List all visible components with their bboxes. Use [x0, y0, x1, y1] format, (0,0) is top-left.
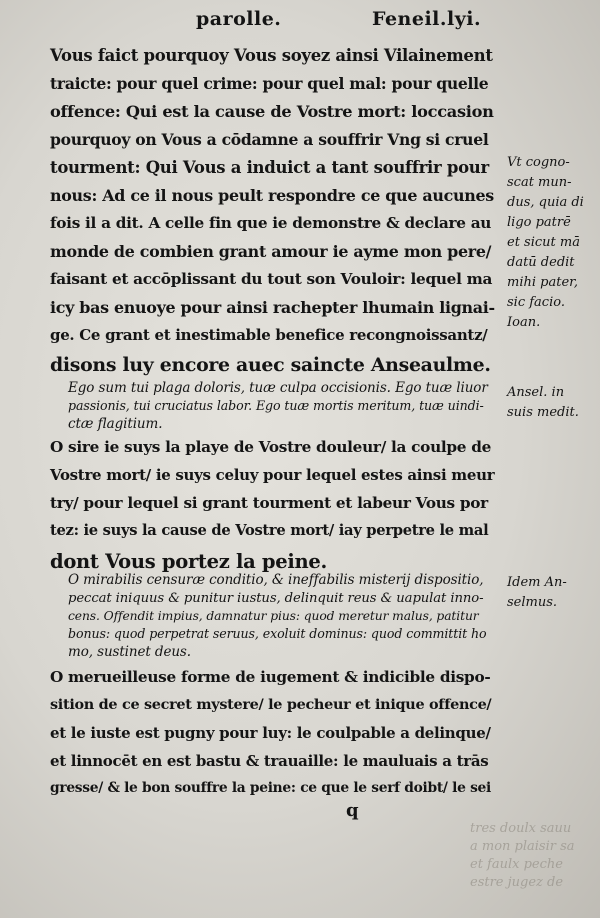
margin-note: sic facio.: [507, 295, 565, 310]
text-line: ge. Ce grant et inestimable benefice recongnoissantz/: [50, 326, 488, 344]
margin-note: datū dedit: [507, 255, 575, 270]
text-line: tourment: Qui Vous a induict a tant souffrir pour: [50, 158, 489, 177]
text-line: disons luy encore auec saincte Anseaulme.: [50, 354, 491, 376]
margin-note: Idem An-: [507, 575, 567, 590]
margin-note: ligo patrē: [507, 215, 571, 230]
text-line: nous: Ad ce il nous peult respondre ce que aucunes: [50, 186, 494, 205]
text-line: traicte: pour quel crime: pour quel mal: pour quelle: [50, 74, 489, 93]
running-head: parolle.: [196, 8, 282, 30]
bleed-through-text: et faulx peche: [470, 857, 563, 872]
text-line: pourquoy on Vous a cōdamne a souffrir Vng si cruel: [50, 130, 489, 149]
text-line: try/ pour lequel si grant tourment et labeur Vous por: [50, 494, 488, 512]
text-line: O merueilleuse forme de iugement & indicible dispo-: [50, 668, 491, 686]
text-line: icy bas enuoye pour ainsi rachepter lhumain lignai-: [50, 298, 495, 317]
text-line: sition de ce secret mystere/ le pecheur et inique offence/: [50, 696, 492, 713]
margin-note: Vt cogno-: [507, 155, 570, 170]
margin-note: Ansel. in: [507, 385, 565, 400]
text-line: fois il a dit. A celle fin que ie demonstre & declare au: [50, 214, 492, 232]
latin-quote-line: bonus: quod perpetrat seruus, exoluit dominus: quod committit ho: [68, 626, 487, 641]
text-line: dont Vous portez la peine.: [50, 550, 327, 573]
text-line: Vostre mort/ ie suys celuy pour lequel estes ainsi meur: [50, 466, 495, 484]
latin-quote-line: peccat iniquus & punitur iustus, delinquit reus & uapulat inno-: [68, 591, 484, 606]
text-line: monde de combien grant amour ie ayme mon pere/: [50, 242, 492, 261]
text-line: faisant et accōplissant du tout son Vouloir: lequel ma: [50, 270, 493, 288]
text-line: offence: Qui est la cause de Vostre mort: loccasion: [50, 102, 494, 121]
text-line: O sire ie suys la playe de Vostre douleur/ la coulpe de: [50, 438, 492, 456]
latin-quote-line: cens. Offendit impius, damnatur pius: quod meretur malus, patitur: [68, 609, 479, 623]
margin-note: mihi pater,: [507, 275, 579, 290]
text-line: et linnocēt en est bastu & trauaille: le mauluais a trās: [50, 752, 489, 770]
folio-number: Feneil.lyi.: [372, 8, 482, 30]
latin-quote-line: mo, sustinet deus.: [68, 644, 191, 660]
signature-mark: q: [346, 800, 359, 821]
latin-quote-line: Ego sum tui plaga doloris, tuæ culpa occisionis. Ego tuæ liuor: [68, 380, 488, 396]
margin-note: selmus.: [507, 595, 558, 610]
latin-quote-line: O mirabilis censuræ conditio, & ineffabilis misterij dispositio,: [68, 572, 484, 588]
margin-note: Ioan.: [507, 315, 541, 330]
margin-note: et sicut mā: [507, 235, 580, 250]
margin-note: scat mun-: [507, 175, 572, 190]
bleed-through-text: tres doulx sauu: [470, 821, 572, 836]
text-line: et le iuste est pugny pour luy: le coulpable a delinque/: [50, 724, 491, 742]
text-line: tez: ie suys la cause de Vostre mort/ iay perpetre le mal: [50, 522, 489, 539]
bleed-through-text: a mon plaisir sa: [470, 839, 575, 854]
latin-quote-line: ctæ flagitium.: [68, 416, 163, 432]
bleed-through-text: estre jugez de: [470, 875, 564, 890]
text-line: gresse/ & le bon souffre la peine: ce que le serf doibt/ le sei: [50, 780, 491, 796]
latin-quote-line: passionis, tui cruciatus labor. Ego tuæ mortis meritum, tuæ uindi-: [68, 398, 484, 413]
margin-note: dus, quia di: [507, 195, 584, 210]
text-line: Vous faict pourquoy Vous soyez ainsi Vilainement: [50, 46, 493, 65]
margin-note: suis medit.: [507, 405, 579, 420]
